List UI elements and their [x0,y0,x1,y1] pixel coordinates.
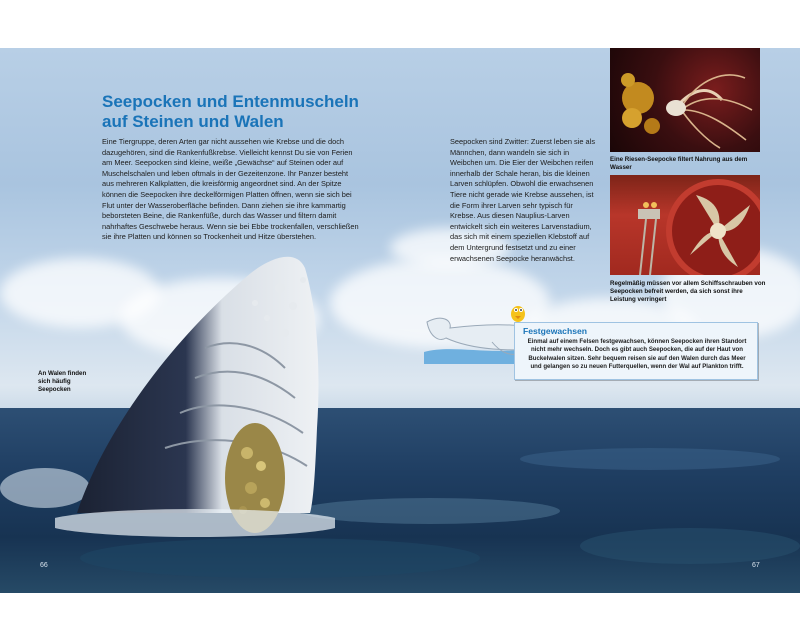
humpback-whale-illustration [55,248,335,538]
info-box-festgewachsen [514,322,758,380]
giant-barnacle-illustration [610,48,760,152]
body-text-left: Eine Tiergruppe, deren Arten gar nicht aussehen wie Krebse und die doch dazugehören, sind die Rankenfußkrebse. Vielleicht kennst Du sie von Ferien am Meer. Seepocken sind kleine, weiße „Gewächse“ auf Steinen oder auf Muschelschalen und leben oftmals in der Gezeitenzone. Ihr Panzer besteht aus mehreren Kalkplatten, die kreisförmig angeordnet sind. An der Spitze können die Seepocken ihre deckelförmigen Platten öffnen, wenn sie sich bei Flut unter der Wasseroberfläche befinden. Dann ziehen sie ihre kammartig beborsteten Beine, die Rankenfüße, durch das Wasser und filtern damit nahrhaftes Geschwebe heraus. Wenn sie bei Ebbe trockenfallen, verschließen sie ihre Platten und können so Trockenheit und Hitze überstehen. [102,137,359,242]
wave [580,528,800,564]
wave [300,498,560,524]
page-number-left: 66 [40,562,48,569]
ship-propeller-photo [610,175,760,275]
giant-barnacle-photo [610,48,760,152]
propeller-photo-caption: Regelmäßig müssen vor allem Schiffsschrauben von Seepocken befreit werden, da sich sonst ihre Leistung verringert [610,280,766,304]
whale-caption: An Walen finden sich häufig Seepocken [38,370,87,394]
article-title [102,92,402,132]
wave [520,448,780,470]
ship-propeller-illustration [610,175,760,275]
page-number-right: 67 [752,562,760,569]
article-title-line-2: auf Steinen und Walen [102,112,284,131]
info-box-title: Festgewachsen [523,326,587,336]
barnacle-photo-caption: Eine Riesen-Seepocke filtert Nahrung aus dem Wasser [610,156,748,172]
wave [80,538,480,578]
book-spread [0,48,800,593]
body-text-right: Seepocken sind Zwitter: Zuerst leben sie als Männchen, dann wandeln sie sich in Weibchen um. Die Eier der Weibchen reifen innerhalb der Schale heran, bis die kleinen Larven schlüpfen. Obwohl die erwachsenen Tiere nicht gerade wie Krebse aussehen, ist die Form ihrer Larven sehr typisch für Krebse. Aus diesen Nauplius-Larven entwickelt sich ein weiteres Larvenstadium, das sich mit einem speziellen Klebstoff auf dem Untergrund festsetzt und zu einer erwachsenen Seepocke heranwächst. [450,137,596,263]
info-box-text: Einmal auf einem Felsen festgewachsen, können Seepocken ihren Standort nicht mehr wechseln. Doch es gibt auch Seepocken, die auf der Haut von Buckelwalen sitzen. Sehr bequem reisen sie auf den Walen durch das Meer und gelangen so zu neuen Futterquellen, wenn der Wal auf Plankton trifft. [527,338,747,370]
article-title-line-1: Seepocken und Entenmuscheln [102,92,359,111]
